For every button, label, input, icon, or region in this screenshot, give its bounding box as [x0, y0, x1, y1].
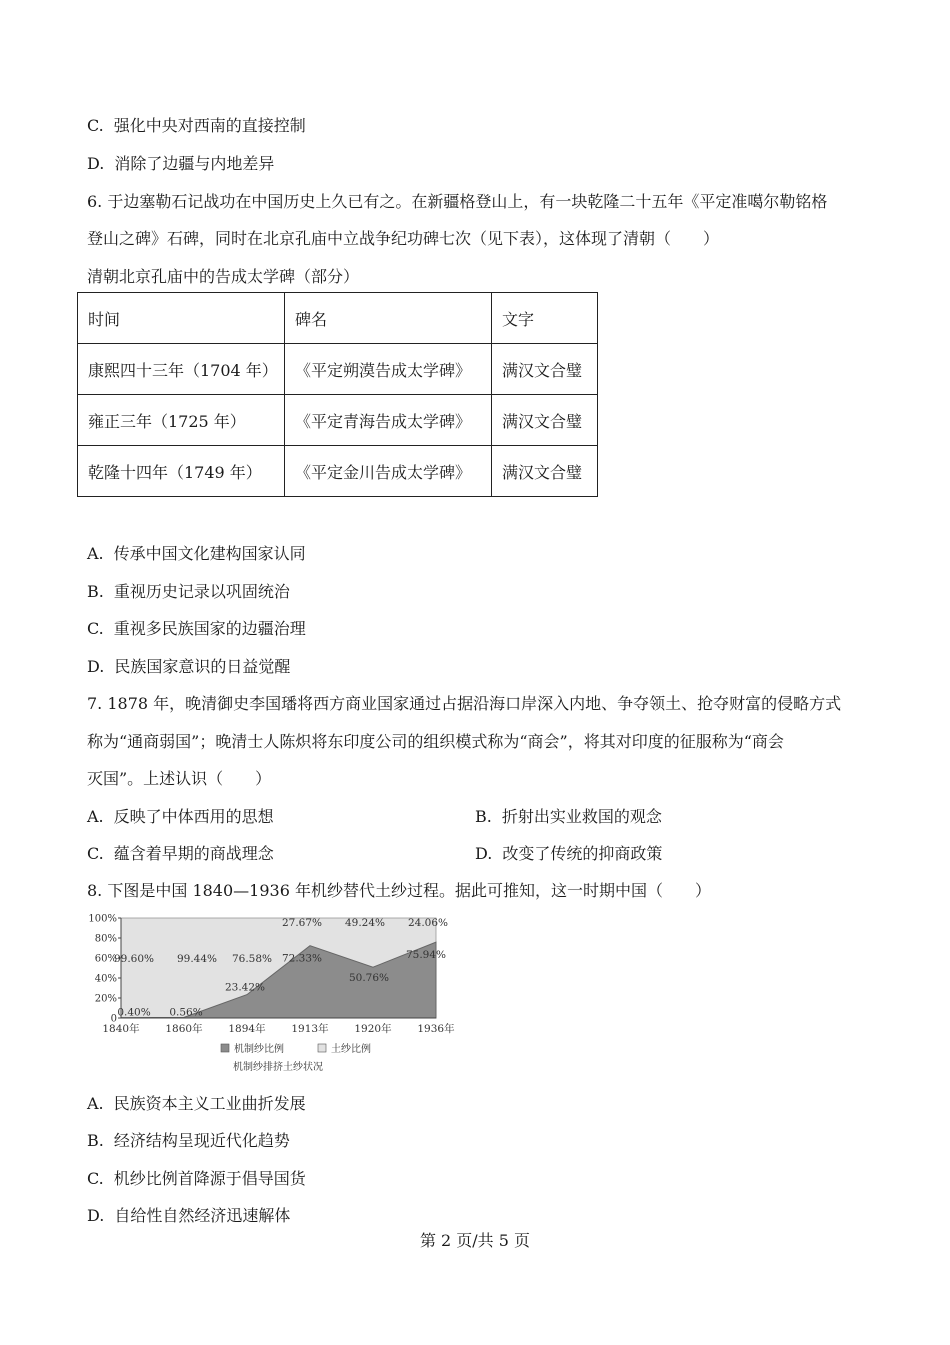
legend-label-handspun: 土纱比例 [331, 1044, 371, 1055]
q7-stem-line1: 7. 1878 年，晚清御史李国璠将西方商业国家通过占据沿海口岸深入内地、争夺领土、抢夺财富的侵略方式 [87, 694, 842, 713]
q7-stem-line2: 称为“通商弱国”；晚清士人陈炽将东印度公司的组织模式称为“商会”，将其对印度的征服称为“商会 [87, 732, 784, 751]
table-header-row [78, 293, 598, 344]
q5-option-d: D. 消除了边疆与内地差异 [87, 154, 275, 173]
q7-stem-line3: 灭国”。上述认识（ ） [87, 769, 272, 788]
machine-data-label: 23.42% [224, 981, 266, 994]
y-tick-label: 100% [88, 913, 117, 925]
legend-swatch-machine [221, 1044, 229, 1052]
q8-option-a: A. 民族资本主义工业曲折发展 [87, 1094, 306, 1113]
table-cell: 满汉文合璧 [492, 395, 598, 446]
q6-option-d: D. 民族国家意识的日益觉醒 [87, 657, 291, 676]
q6-table-title: 清朝北京孔庙中的告成太学碑（部分） [87, 267, 360, 286]
table-header-cell: 文字 [492, 293, 598, 344]
page-footer: 第 2 页/共 5 页 [419, 1231, 531, 1250]
x-tick-label: 1840年 [102, 1023, 140, 1035]
x-tick-label: 1936年 [417, 1023, 455, 1035]
q6-option-c: C. 重视多民族国家的边疆治理 [87, 619, 306, 638]
y-tick-label: 20% [94, 993, 117, 1005]
machine-data-label: 50.76% [348, 972, 390, 985]
handspun-data-label: 76.58% [231, 953, 273, 965]
legend-swatch-handspun [318, 1044, 326, 1052]
machine-data-label: 0.40% [117, 1006, 151, 1019]
y-tick-label: 60% [94, 953, 117, 965]
handspun-data-label: 99.44% [176, 953, 218, 965]
table-header-cell: 时间 [78, 293, 285, 344]
q8-option-d: D. 自给性自然经济迅速解体 [87, 1206, 291, 1225]
table-cell: 《平定金川告成太学碑》 [285, 446, 492, 497]
yarn-area-chart [86, 908, 470, 1074]
q5-option-c: C. 强化中央对西南的直接控制 [87, 116, 306, 135]
q7-option-c: C. 蕴含着早期的商战理念 [87, 844, 274, 863]
q7-option-b: B. 折射出实业救国的观念 [475, 807, 662, 826]
table-cell: 康熙四十三年（1704 年） [78, 344, 285, 395]
q6-stem-line1: 6. 于边塞勒石记战功在中国历史上久已有之。在新疆格登山上，有一块乾隆二十五年《平定准噶尔勒铭格 [87, 192, 828, 211]
table-cell: 《平定朔漠告成太学碑》 [285, 344, 492, 395]
x-tick-label: 1894年 [228, 1023, 266, 1035]
legend-label-machine: 机制纱比例 [234, 1044, 284, 1055]
y-tick-label: 40% [94, 973, 117, 985]
q8-stem: 8. 下图是中国 1840—1936 年机纱替代土纱过程。据此可推知，这一时期中国（ ） [87, 881, 711, 900]
table-row [78, 344, 598, 395]
x-tick-label: 1860年 [165, 1023, 203, 1035]
handspun-data-label: 99.60% [113, 953, 155, 965]
table-cell: 乾隆十四年（1749 年） [78, 446, 285, 497]
machine-data-label: 75.94% [405, 949, 447, 962]
x-tick-label: 1920年 [354, 1023, 392, 1035]
table-cell: 满汉文合璧 [492, 446, 598, 497]
q8-option-b: B. 经济结构呈现近代化趋势 [87, 1131, 290, 1150]
handspun-data-label: 27.67% [281, 917, 323, 929]
q6-option-b: B. 重视历史记录以巩固统治 [87, 582, 290, 601]
table-header-cell: 碑名 [285, 293, 492, 344]
q7-option-d: D. 改变了传统的抑商政策 [475, 844, 663, 863]
table-cell: 雍正三年（1725 年） [78, 395, 285, 446]
table-row [78, 446, 598, 497]
handspun-data-label: 24.06% [407, 917, 449, 929]
table-cell: 《平定青海告成太学碑》 [285, 395, 492, 446]
chart-title: 机制纱排挤土纱状况 [233, 1062, 323, 1073]
y-tick-label: 0 [110, 1013, 117, 1025]
machine-data-label: 0.56% [169, 1006, 203, 1019]
table-row [78, 395, 598, 446]
handspun-data-label: 49.24% [344, 917, 386, 929]
q8-option-c: C. 机纱比例首降源于倡导国货 [87, 1169, 306, 1188]
stele-table [77, 292, 598, 497]
q6-option-a: A. 传承中国文化建构国家认同 [87, 544, 306, 563]
y-tick-label: 80% [94, 933, 117, 945]
q7-option-a: A. 反映了中体西用的思想 [87, 807, 274, 826]
q6-stem-line2: 登山之碑》石碑，同时在北京孔庙中立战争纪功碑七次（见下表），这体现了清朝（ ） [87, 229, 720, 248]
x-tick-label: 1913年 [291, 1023, 329, 1035]
machine-data-label: 72.33% [281, 952, 323, 965]
table-cell: 满汉文合璧 [492, 344, 598, 395]
